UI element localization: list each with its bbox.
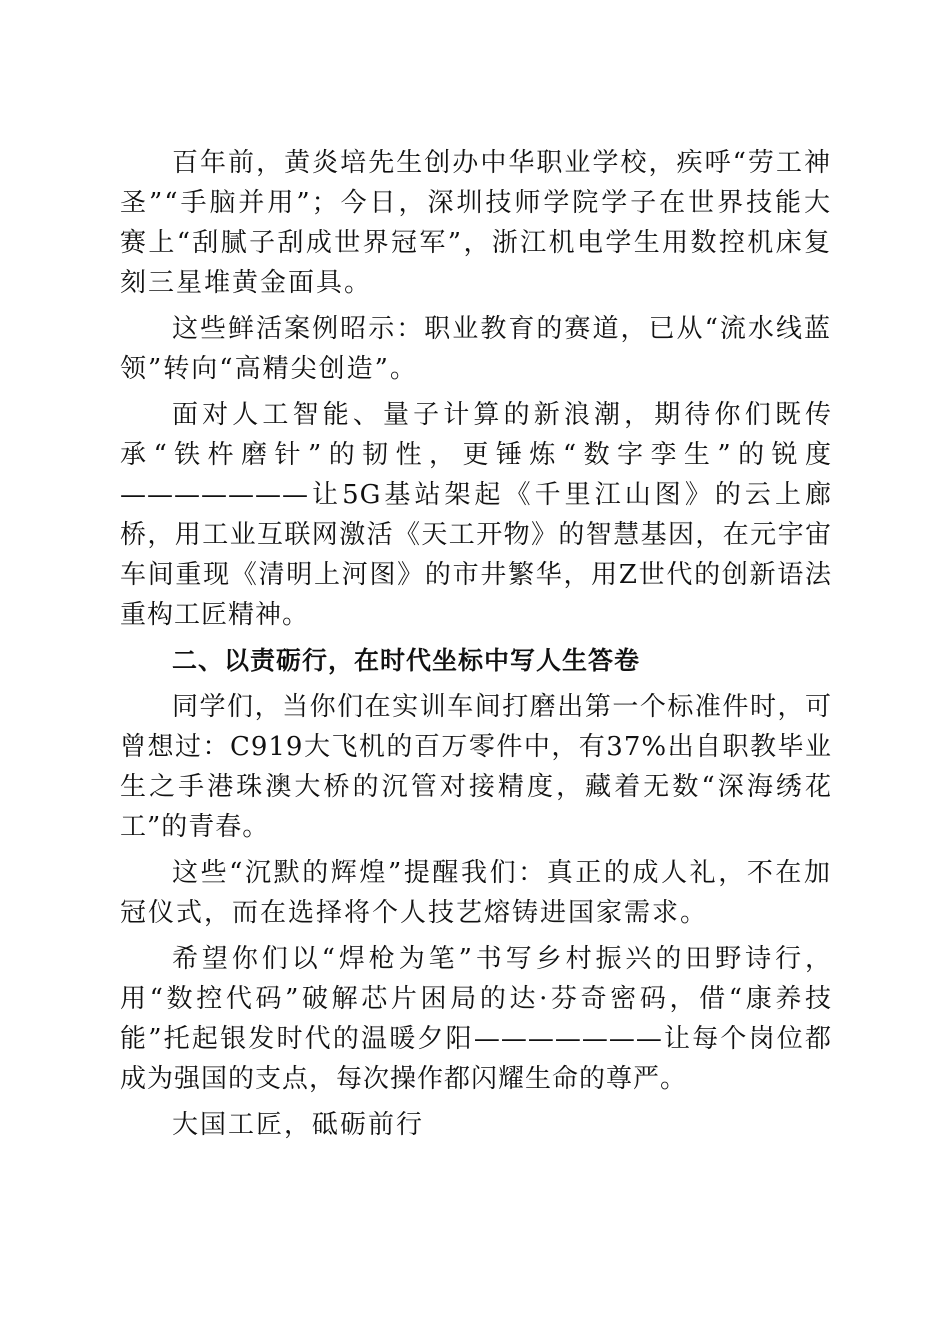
paragraph-silent-glory: 这些“沉默的辉煌”提醒我们：真正的成人礼，不在加冠仪式，而在选择将个人技艺熔铸进国家需求。	[120, 858, 832, 928]
paragraph-hope: 希望你们以“焊枪为笔”书写乡村振兴的田野诗行，用“数控代码”破解芯片困局的达·芬奇密码，借“康养技能”托起银发时代的温暖夕阳———————让每个岗位都成为强国的支点，每次操作都闪耀生命的尊严。	[120, 944, 832, 1094]
document-body	[120, 143, 832, 1151]
paragraph-cases: 这些鲜活案例昭示：职业教育的赛道，已从“流水线蓝领”转向“高精尖创造”。	[120, 314, 832, 384]
section-heading: 二、以责砺行，在时代坐标中写人生答卷	[172, 646, 641, 675]
paragraph-history: 百年前，黄炎培先生创办中华职业学校，疾呼“劳工神圣”“手脑并用”；今日，深圳技师学院学子在世界技能大赛上“刮腻子刮成世界冠军”，浙江机电学生用数控机床复刻三星堆黄金面具。	[120, 148, 832, 298]
paragraph-classmates: 同学们，当你们在实训车间打磨出第一个标准件时，可曾想过：C919大飞机的百万零件中，有37%出自职教毕业生之手港珠澳大桥的沉管对接精度，藏着无数“深海绣花工”的青春。	[120, 692, 832, 842]
paragraph-closing: 大国工匠，砥砺前行	[172, 1110, 425, 1140]
paragraph-new-wave: 面对人工智能、量子计算的新浪潮，期待你们既传承“铁杵磨针”的韧性，更锤炼“数字孪生”的锐度———————让5G基站架起《千里江山图》的云上廊桥，用工业互联网激活《天工开物》的智慧基因，在元宇宙车间重现《清明上河图》的市井繁华，用Z世代的创新语法重构工匠精神。	[120, 400, 832, 630]
